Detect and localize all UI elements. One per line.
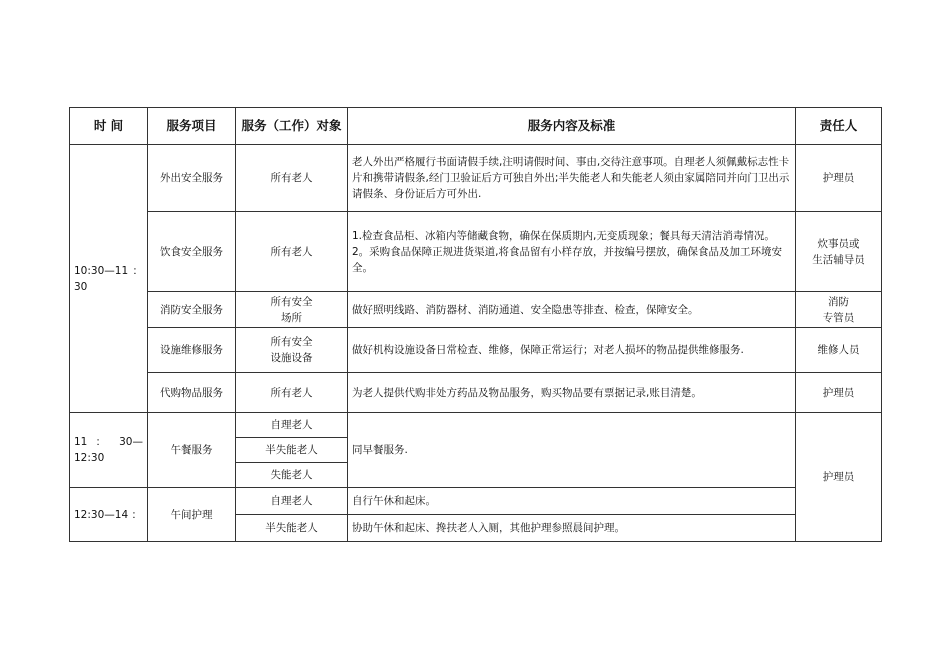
service-content-cell: 同早餐服务. <box>348 413 796 488</box>
table-row <box>70 488 882 515</box>
service-item-cell: 代购物品服务 <box>148 373 236 413</box>
service-item-cell: 外出安全服务 <box>148 145 236 212</box>
service-item-cell: 饮食安全服务 <box>148 212 236 292</box>
service-target-cell: 自理老人 <box>236 488 348 515</box>
table-row <box>70 145 882 212</box>
responsible-person-cell: 护理员 <box>796 373 882 413</box>
service-content-cell: 1.检查食品柜、冰箱内等储藏食物，确保在保质期内,无变质现象；餐具每天清洁消毒情况。 2。采购食品保障正规进货渠道,将食品留有小样存放，并按编号摆放，确保食品及加工环境安全。 <box>348 212 796 292</box>
service-content-cell: 自行午休和起床。 <box>348 488 796 515</box>
responsible-person-cell: 维修人员 <box>796 328 882 373</box>
table-row <box>70 328 882 373</box>
service-schedule-table <box>69 107 882 542</box>
table-row <box>70 413 882 438</box>
header-service-target: 服务（工作）对象 <box>236 108 348 145</box>
service-target-cell: 半失能老人 <box>236 515 348 542</box>
service-target-cell: 所有老人 <box>236 145 348 212</box>
service-target-cell: 所有安全 设施设备 <box>236 328 348 373</box>
service-target-cell: 所有老人 <box>236 212 348 292</box>
header-responsible-person: 责任人 <box>796 108 882 145</box>
service-item-cell: 消防安全服务 <box>148 292 236 328</box>
service-item-cell: 午间护理 <box>148 488 236 542</box>
table-row <box>70 292 882 328</box>
header-service-item: 服务项目 <box>148 108 236 145</box>
responsible-person-cell: 护理员 <box>796 145 882 212</box>
service-content-cell: 做好照明线路、消防器材、消防通道、安全隐患等排查、检查，保障安全。 <box>348 292 796 328</box>
header-time: 时 间 <box>70 108 148 145</box>
service-content-cell: 协助午休和起床、搀扶老人入厕，其他护理参照晨间护理。 <box>348 515 796 542</box>
header-row <box>70 108 882 145</box>
service-target-cell: 半失能老人 <box>236 438 348 463</box>
responsible-person-cell: 护理员 <box>796 413 882 542</box>
table-row <box>70 212 882 292</box>
service-target-cell: 自理老人 <box>236 413 348 438</box>
service-item-cell: 午餐服务 <box>148 413 236 488</box>
time-cell: 11 ： 30—12:30 <box>70 413 148 488</box>
header-service-content: 服务内容及标准 <box>348 108 796 145</box>
responsible-person-cell: 炊事员或 生活辅导员 <box>796 212 882 292</box>
service-item-cell: 设施维修服务 <box>148 328 236 373</box>
time-cell: 12:30—14 ： <box>70 488 148 542</box>
service-target-cell: 所有安全 场所 <box>236 292 348 328</box>
table-row <box>70 373 882 413</box>
time-cell: 10:30—11 ：30 <box>70 145 148 413</box>
service-target-cell: 失能老人 <box>236 463 348 488</box>
service-content-cell: 老人外出严格履行书面请假手续,注明请假时间、事由,交待注意事项。自理老人须佩戴标志性卡片和携带请假条,经门卫验证后方可独自外出;半失能老人和失能老人须由家属陪同并向门卫出示请假条、身份证后方可外出. <box>348 145 796 212</box>
service-target-cell: 所有老人 <box>236 373 348 413</box>
service-content-cell: 做好机构设施设备日常检查、维修，保障正常运行；对老人损坏的物品提供维修服务. <box>348 328 796 373</box>
service-content-cell: 为老人提供代购非处方药品及物品服务，购买物品要有票据记录,账目清楚。 <box>348 373 796 413</box>
responsible-person-cell: 消防 专管员 <box>796 292 882 328</box>
